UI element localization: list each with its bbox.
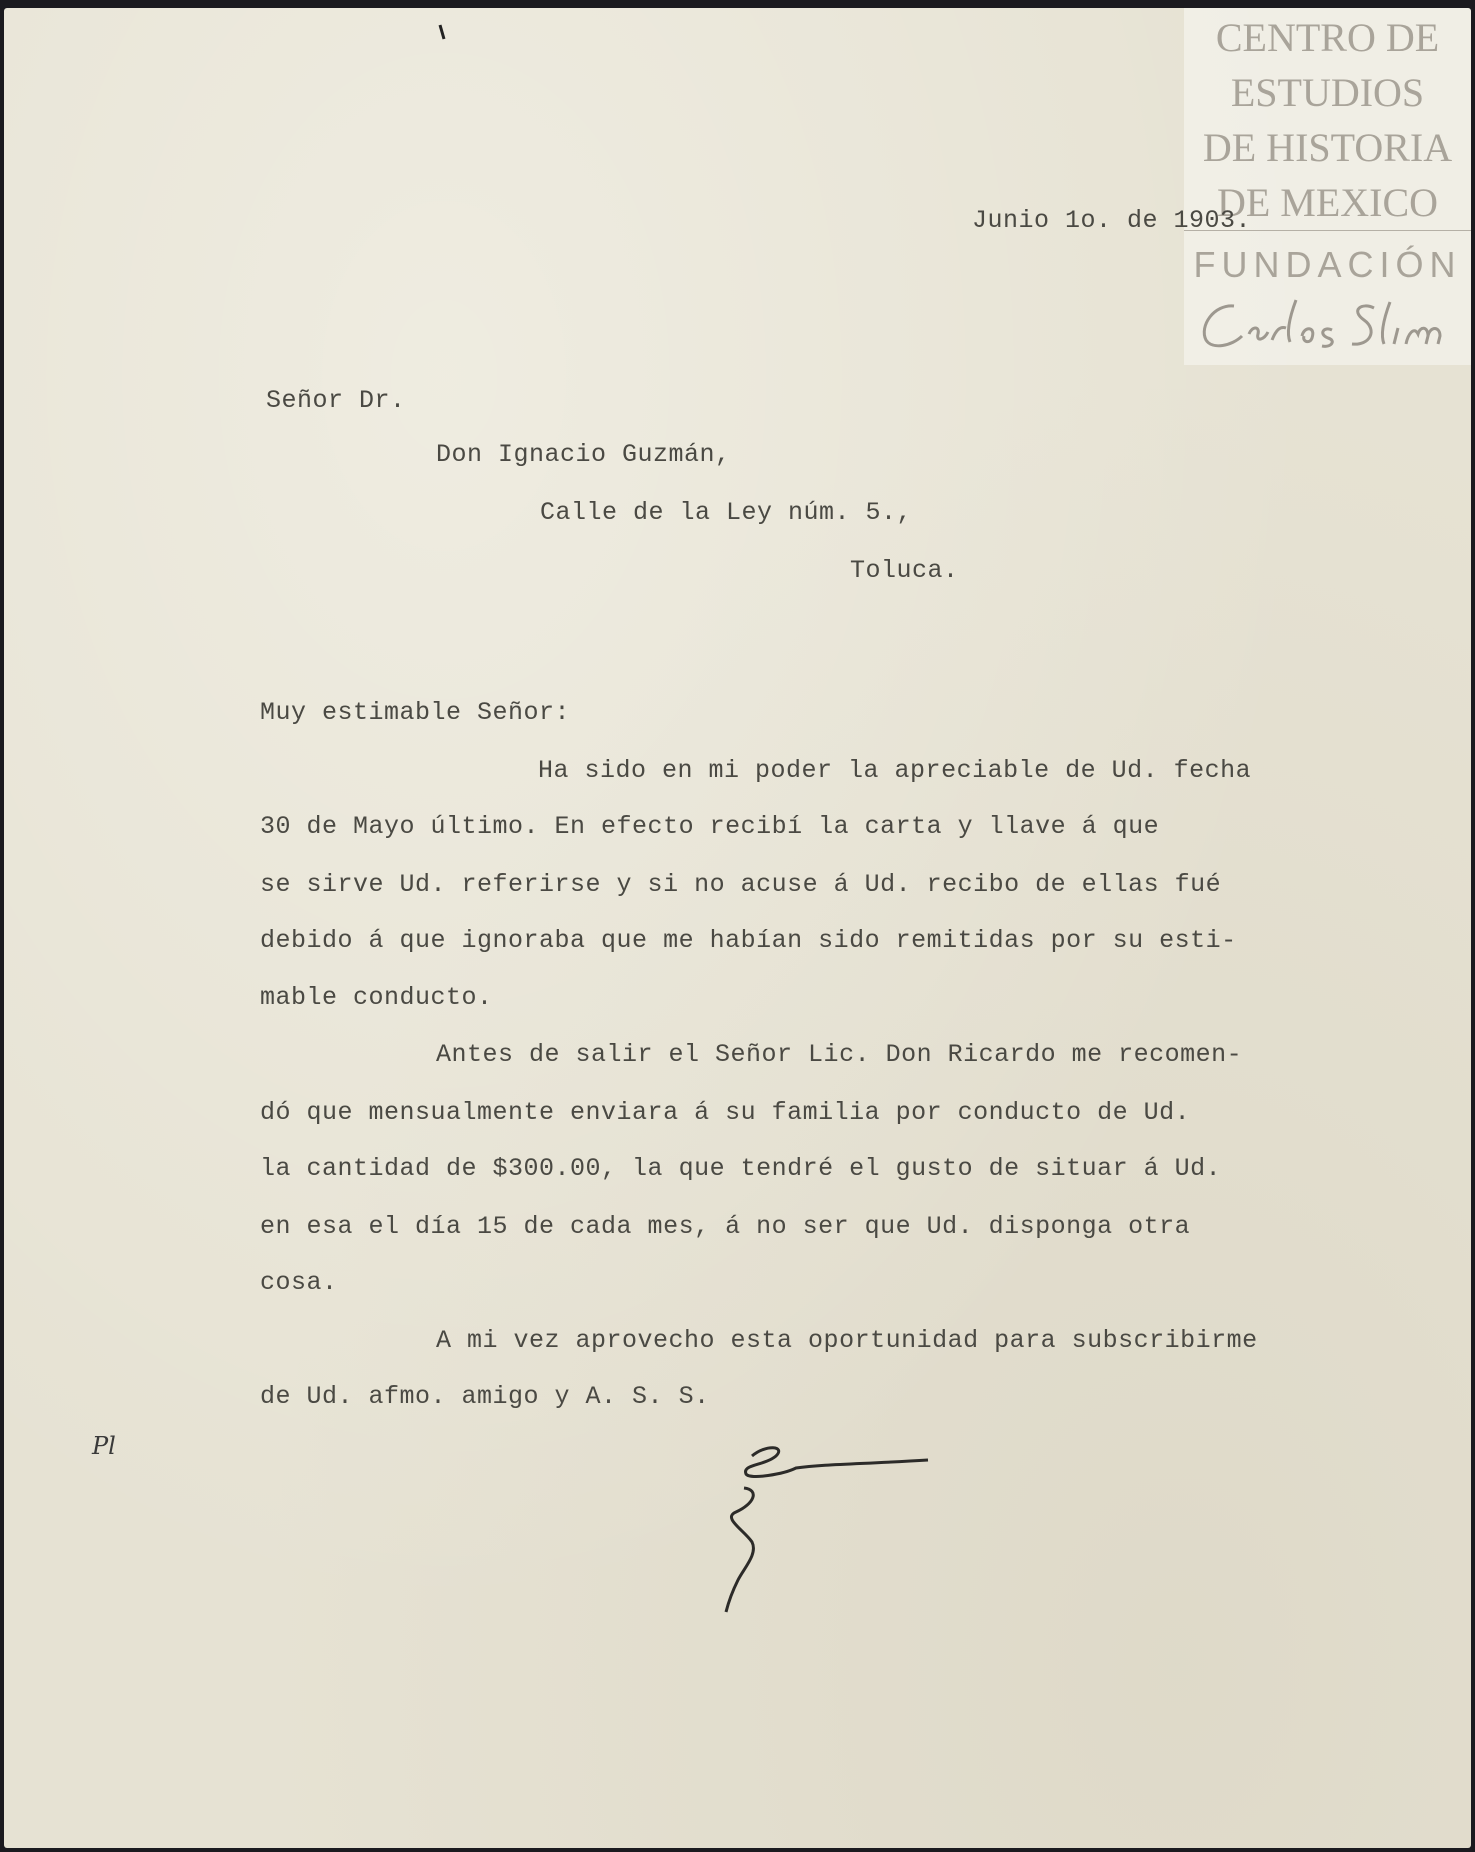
letter-greeting: Muy estimable Señor: xyxy=(260,698,571,727)
archive-watermark-stamp xyxy=(1184,8,1471,365)
typist-initials: Pl xyxy=(92,1432,116,1460)
body-line: se sirve Ud. referirse y si no acuse á Ud. recibo de ellas fué xyxy=(260,870,1222,899)
recipient-name: Don Ignacio Guzmán, xyxy=(436,440,731,469)
stamp-foundation: FUNDACIÓN xyxy=(1193,244,1462,285)
tick-mark xyxy=(438,23,448,43)
body-line: dó que mensualmente enviara á su familia por conducto de Ud. xyxy=(260,1098,1191,1127)
body-line: cosa. xyxy=(260,1268,338,1297)
letter-date: Junio 1o. de 1903. xyxy=(972,206,1252,235)
stamp-line-4: DE MEXICO xyxy=(1216,180,1439,225)
body-line: en esa el día 15 de cada mes, á no ser que Ud. disponga otra xyxy=(260,1212,1191,1241)
body-line: mable conducto. xyxy=(260,983,493,1012)
recipient-title: Señor Dr. xyxy=(266,386,406,415)
body-line: de Ud. afmo. amigo y A. S. S. xyxy=(260,1382,710,1411)
body-line: 30 de Mayo último. En efecto recibí la carta y llave á que xyxy=(260,812,1160,841)
body-line: la cantidad de $300.00, la que tendré el gusto de situar á Ud. xyxy=(260,1154,1222,1183)
recipient-city: Toluca. xyxy=(850,556,959,585)
handwritten-signature xyxy=(714,1438,934,1618)
recipient-address: Calle de la Ley núm. 5., xyxy=(540,498,913,527)
stamp-line-3: DE HISTORIA xyxy=(1202,125,1453,170)
stamp-line-1: CENTRO DE xyxy=(1215,15,1440,60)
body-line: Antes de salir el Señor Lic. Don Ricardo me recomen- xyxy=(436,1040,1243,1069)
body-line: Ha sido en mi poder la apreciable de Ud. fecha xyxy=(538,756,1252,785)
letter-page xyxy=(4,8,1471,1848)
body-line: A mi vez aprovecho esta oportunidad para subscribirme xyxy=(436,1326,1258,1355)
body-line: debido á que ignoraba que me habían sido remitidas por su esti- xyxy=(260,926,1237,955)
stamp-line-2: ESTUDIOS xyxy=(1230,70,1425,115)
carlos-slim-signature-logo xyxy=(1194,296,1464,356)
